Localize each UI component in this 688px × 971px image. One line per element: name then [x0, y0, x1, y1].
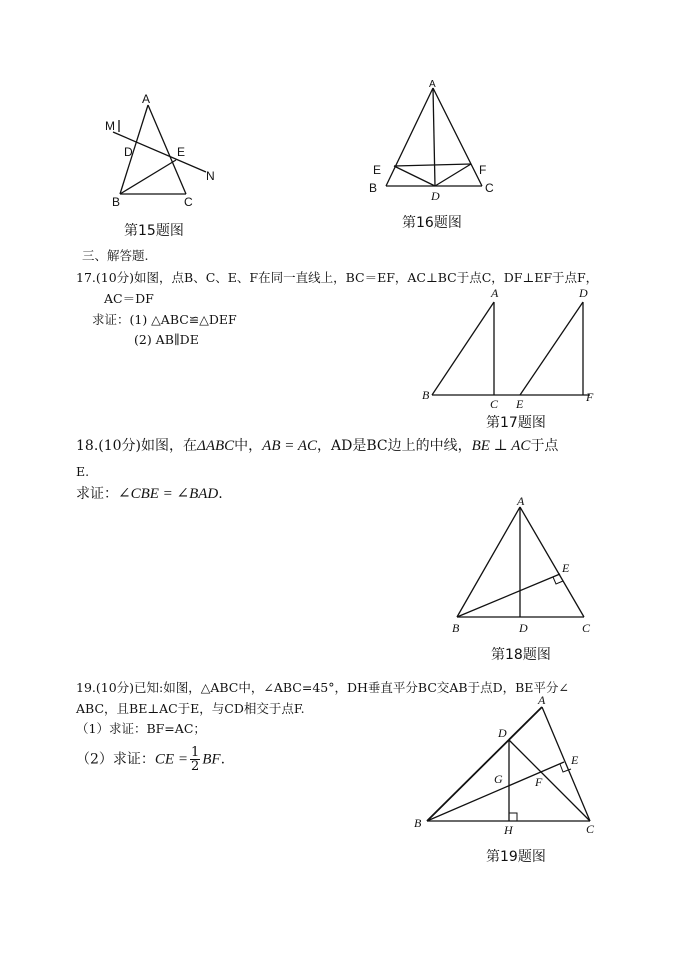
q19-fraction-numerator: 1: [190, 745, 200, 760]
q17-proof-2: (2) AB∥DE: [134, 332, 199, 347]
fig16-label-B: B: [369, 181, 378, 195]
q18-proof-math: ∠CBE = ∠BAD: [118, 486, 219, 502]
fig18-label-E: E: [562, 561, 570, 575]
q18-line2: E.: [76, 464, 90, 479]
figure-15-caption: 第15题图: [124, 223, 184, 239]
fig17-label-C: C: [490, 397, 499, 411]
fig18-label-A: A: [517, 494, 525, 508]
q18-math-ab-ac: AB = AC: [262, 438, 317, 454]
fig19-label-F: F: [535, 775, 543, 789]
fig17-label-D: D: [579, 286, 588, 300]
fig15-label-M: M: [105, 119, 115, 133]
q19-part2-label: （2）求证：: [76, 751, 155, 768]
figure-15-diagram: [100, 90, 230, 215]
fig16-label-D: D: [431, 189, 440, 203]
fig15-label-C: C: [184, 195, 193, 209]
fig18-label-B: B: [452, 621, 460, 635]
q18-line1: [76, 438, 558, 454]
q19-part1: （1）求证：BF=AC；: [76, 721, 206, 736]
q17-line2: AC＝DF: [104, 291, 154, 306]
q17-proof-1: 求证：(1) △ABC≌△DEF: [92, 312, 237, 327]
q19-part2: [76, 746, 225, 773]
figure-18-caption: 第18题图: [491, 647, 551, 663]
fig15-label-A: A: [142, 92, 151, 106]
q19-fraction: [190, 746, 200, 773]
figure-19-diagram: [410, 690, 610, 840]
q19-fraction-denominator: 2: [190, 759, 200, 774]
q19-math-bf: BF: [202, 751, 221, 768]
fig16-label-C: C: [485, 181, 494, 195]
fig19-label-B: B: [414, 816, 422, 830]
q17-line1: 17.(10分)如图，点B、C、E、F在同一直线上，BC＝EF，AC⊥BC于点C，DF⊥EF于点F，: [76, 270, 599, 285]
q18-math-be-ac: BE ⊥ AC: [471, 438, 531, 454]
q19-line1: 19.(10分)已知:如图，△ABC中，∠ABC=45°，DH垂直平分BC交AB于点D，BE平分∠: [76, 680, 569, 695]
figure-19-caption: 第19题图: [486, 849, 546, 865]
q19-line2: ABC，且BE⊥AC于E，与CD相交于点F.: [76, 701, 305, 716]
figure-15: [100, 90, 230, 215]
fig16-label-E: E: [373, 163, 382, 177]
fig15-label-E: E: [177, 145, 186, 159]
fig19-label-C: C: [586, 822, 595, 836]
fig17-label-B: B: [422, 388, 430, 402]
figure-16-diagram: [365, 78, 505, 208]
q19-math-ce: CE =: [154, 751, 188, 768]
q18-proof: [76, 486, 223, 502]
q18-proof-end: .: [218, 486, 223, 502]
fig15-label-N: N: [206, 169, 215, 183]
fig17-label-A: A: [491, 286, 499, 300]
figure-17: [420, 285, 610, 410]
q18-proof-label: 求证：: [76, 486, 118, 502]
fig19-label-D: D: [498, 726, 507, 740]
figure-17-caption: 第17题图: [486, 415, 546, 431]
fig16-label-A: A: [429, 79, 436, 90]
figure-19: [410, 690, 610, 840]
fig18-label-D: D: [519, 621, 528, 635]
fig17-label-F: F: [586, 390, 594, 404]
figure-16: [365, 78, 505, 208]
q19-part2-end: .: [220, 751, 226, 768]
fig15-label-D: D: [124, 145, 133, 159]
fig19-label-G: G: [494, 772, 503, 786]
q18-text-c: ，AD是BC边上的中线，: [317, 438, 472, 454]
section-heading: 三、解答题.: [82, 248, 149, 263]
fig15-label-B: B: [112, 195, 121, 209]
fig18-label-C: C: [582, 621, 591, 635]
figure-16-caption: 第16题图: [402, 215, 462, 231]
q18-text-d: 于点: [530, 438, 559, 454]
figure-18: [448, 494, 608, 639]
fig19-label-A: A: [538, 693, 546, 707]
q18-math-triangle: ΔABC: [197, 438, 235, 454]
fig19-label-H: H: [504, 823, 513, 837]
figure-18-diagram: [448, 494, 608, 639]
fig16-label-F: F: [479, 163, 487, 177]
q18-text-b: 中，: [234, 438, 263, 454]
q18-text-a: 18.(10分)如图，在: [76, 438, 198, 454]
fig19-label-E: E: [571, 753, 579, 767]
fig17-label-E: E: [516, 397, 524, 411]
figure-17-diagram: [420, 285, 610, 410]
